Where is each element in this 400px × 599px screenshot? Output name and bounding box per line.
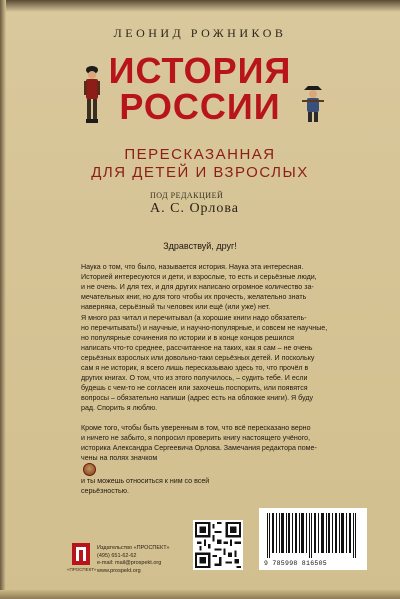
paragraph-line: вопросы – обязательно напиши (адрес есть на обложке книги). Я буду xyxy=(81,394,314,402)
bottom-edge xyxy=(0,590,400,599)
editor-paragraph xyxy=(81,423,373,496)
author-paragraph xyxy=(81,313,373,413)
paragraph-line: будешь с чем-то не согласен или захочешь поспорить, или появятся xyxy=(81,384,308,392)
top-edge xyxy=(0,0,400,12)
paragraph-line: сам я не историк, я всего лишь пересказываю здесь то, что прочёл в xyxy=(81,364,309,372)
paragraph-line: рад. Спорить я люблю. xyxy=(81,404,158,412)
subtitle-line-2: ДЛЯ ДЕТЕЙ И ВЗРОСЛЫХ xyxy=(91,164,309,181)
paragraph-line: Я много раз читал и перечитывал (а хорошие книги надо обязатель- xyxy=(81,314,307,322)
subtitle-line-1: ПЕРЕСКАЗАННАЯ xyxy=(124,146,276,163)
publisher-line: (495) 651-62-62 xyxy=(97,552,137,559)
greeting-heading: Здравствуй, друг! xyxy=(163,241,237,251)
paragraph-line: Кроме того, чтобы быть уверенным в том, что всё пересказано верно xyxy=(81,424,311,432)
paragraph-line: серьёзностью. xyxy=(81,487,129,495)
publisher-line: e-mail: mail@prospekt.org xyxy=(97,560,162,566)
paragraph-line: историка Александра Сергеевича Орлова. Замечания редактора поме- xyxy=(81,444,317,452)
paragraph-fragment: и ты можешь относиться к ним со всей xyxy=(81,477,210,485)
publisher-caption: «ПРОСПЕКТ» xyxy=(67,567,97,572)
isbn-barcode-icon xyxy=(259,508,367,558)
paragraph-line: наверняка, серьёзный ты человек или ещё (или уже) нет. xyxy=(81,303,271,311)
paragraph-line: и не очень. И для тех, и для других написано огромное количество за- xyxy=(81,283,314,291)
editor-portrait-icon xyxy=(83,463,96,476)
book-title-line-2: РОССИИ xyxy=(119,86,281,127)
author-name: ЛЕОНИД РОЖНИКОВ xyxy=(113,26,287,40)
qr-code-icon xyxy=(193,520,243,570)
publisher-info xyxy=(97,545,169,575)
paragraph-line: но популярные сочинения по истории и в конце концов решился xyxy=(81,334,294,342)
isbn-digits: 9 785998 816505 xyxy=(264,560,328,567)
intro-paragraph xyxy=(81,262,373,312)
musketeer-figure-icon xyxy=(300,84,326,124)
editor-name: А. С. Орлова xyxy=(150,201,239,216)
paragraph-line: Наука о том, что было, называется история. Наука эта интересная. xyxy=(81,263,304,271)
paragraph-line: мечательных книг, но для того чтобы их прочесть, желательно знать xyxy=(81,293,307,301)
paragraph-line: серьёзных взрослых или довольно-таки серьёзных детей. И поскольку xyxy=(81,354,315,362)
paragraph-fragment: чены на полях значком xyxy=(81,454,158,462)
paragraph-line: Историей интересуются и дети, и взрослые, то есть и серьёзные люди, xyxy=(81,273,317,281)
paragraph-line: и ничего не забыто, я попросил проверить книгу настоящего учёного, xyxy=(81,434,311,442)
paragraph-line-with-icon xyxy=(81,453,373,486)
prospekt-logo-icon xyxy=(72,543,90,565)
book-title-line-1: ИСТОРИЯ xyxy=(108,50,292,91)
paragraph-line: других книгах. О том, что из этого получилось, – судить тебе. И если xyxy=(81,374,308,382)
paragraph-line: написать что-то среднее, рассчитанное на таких, как я сам – не очень xyxy=(81,344,313,352)
paragraph-line: но перечитывать!) и научные, и научно-популярные, и совсем не научные, xyxy=(81,324,328,332)
publisher-line: Издательство «ПРОСПЕКТ» xyxy=(97,545,170,551)
editor-note: ПОД РЕДАКЦИЕЙ xyxy=(150,191,224,200)
publisher-line: www.prospekt.org xyxy=(97,567,141,574)
